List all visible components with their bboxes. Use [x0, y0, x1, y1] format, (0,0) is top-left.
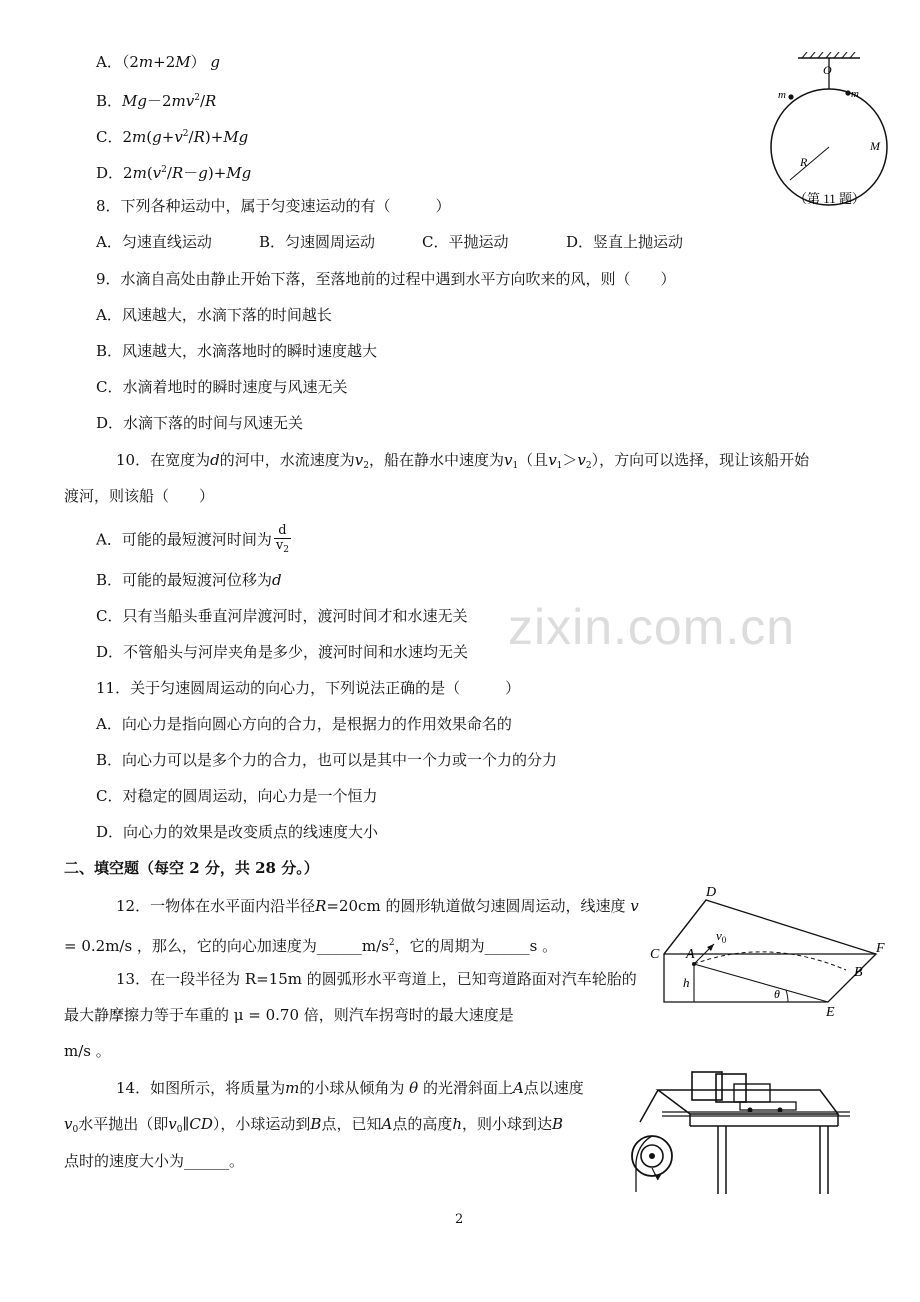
table-leg-back-left	[640, 1090, 658, 1122]
label-a: A	[686, 947, 695, 962]
q8-option-b: B．匀速圆周运动	[259, 233, 376, 251]
q9-option-b: B．风速越大，水滴落地时的瞬时速度越大	[96, 342, 378, 360]
edge-cd	[664, 900, 706, 954]
q12-line2: = 0.2m/s ，那么，它的向心加速度为$\_\_\_\_\_\_m/s^2$，它的周期为______s 。	[64, 937, 558, 955]
bead-left	[788, 94, 793, 99]
q13-line3: m/s 。	[64, 1042, 111, 1060]
q14-line3: 点时的速度大小为______。	[64, 1152, 245, 1170]
q11-option-b: B．向心力可以是多个力的合力，也可以是其中一个力或一个力的分力	[96, 751, 558, 769]
q7-option-b: B．$Mg-2mv^2/R$	[96, 92, 217, 110]
q10-stem: 10．在宽度为d的河中，水流速度为$v_2$，船在静水中速度为$v_1$（且$v_1>v_2$），方向可以选择，现让该船开始	[116, 451, 810, 471]
q10-stem-line2: 渡河，则该船（ ）	[64, 487, 215, 505]
magnet-block-back	[692, 1072, 722, 1100]
label-r: R	[800, 155, 808, 169]
q10-option-b: B．可能的最短渡河位移为d	[96, 571, 282, 589]
q14-line1: 14．如图所示，将质量为m的小球从倾角为 θ 的光滑斜面上A点以速度	[116, 1079, 584, 1097]
q11-stem: 11．关于匀速圆周运动的向心力，下列说法正确的是（ ）	[96, 679, 521, 697]
q9-option-a: A．风速越大，水滴下落的时间越长	[96, 306, 332, 324]
q13-line1: 13．在一段半径为 R=15m 的圆弧形水平弯道上，已知弯道路面对汽车轮胎的	[116, 970, 637, 988]
rotation-arrowhead	[654, 1174, 661, 1180]
q12-line1: 12．一物体在水平面内沿半径R=20cm 的圆形轨道做匀速圆周运动，线速度 v	[116, 897, 639, 915]
point-a-dot	[692, 962, 696, 966]
label-h: h	[683, 975, 690, 990]
slope-line	[694, 964, 828, 1002]
ceiling-hatch	[802, 52, 855, 58]
cart-wheel-2	[778, 1108, 783, 1113]
watermark: zixin.com.cn	[508, 599, 796, 655]
q14-line2: $v_0$水平抛出（即$v_0\parallel CD$），小球运动到B点，已知A点的高度h，则小球到达B	[64, 1115, 564, 1135]
plane-outline	[664, 900, 876, 1002]
label-theta: θ	[774, 987, 780, 1001]
label-v0: $v_0$	[716, 928, 727, 945]
label-m-right: m	[851, 88, 859, 100]
radius-line	[790, 147, 829, 180]
q7-option-a: A．（2m+2M） g	[96, 53, 221, 71]
q8-stem: 8．下列各种运动中，属于匀变速运动的有（ ）	[96, 197, 451, 215]
table-pulley-figure	[630, 1062, 850, 1202]
section-title-fill-in: 二、填空题（每空 2 分，共 28 分。）	[64, 859, 319, 877]
fraction-d-over-v2: $\frac{d}{v_2}$	[275, 523, 289, 555]
bead-right	[845, 90, 850, 95]
cart-wheel-1	[748, 1108, 753, 1113]
inclined-plane-figure	[648, 882, 900, 1020]
label-m-left: m	[778, 89, 786, 101]
label-b: B	[854, 965, 863, 980]
q10-option-c: C．只有当船头垂直河岸渡河时，渡河时间才和水速无关	[96, 607, 468, 625]
q10-option-a: A．可能的最短渡河时间为 $\frac{d}{v_2}$	[96, 523, 289, 555]
q13-line2: 最大静摩擦力等于车重的 μ = 0.70 倍，则汽车拐弯时的最大速度是	[64, 1006, 514, 1024]
q7-option-d: D．$2m(v^2/R-g)+Mg$	[96, 164, 252, 182]
circle-hanging-figure	[760, 52, 900, 210]
q11-option-d: D．向心力的效果是改变质点的线速度大小	[96, 823, 379, 841]
figure-caption: （第 11 题）	[794, 191, 866, 206]
label-e: E	[826, 1005, 835, 1020]
q11-option-a: A．向心力是指向圆心方向的合力，是根据力的作用效果命名的	[96, 715, 512, 733]
q8-option-d: D．竖直上抛运动	[566, 233, 684, 251]
label-f: F	[876, 941, 885, 956]
label-d: D	[706, 885, 717, 900]
q11-option-c: C．对稳定的圆周运动，向心力是一个恒力	[96, 787, 378, 805]
angle-arc	[786, 990, 788, 1002]
page-number: 2	[455, 1212, 464, 1227]
q9-stem: 9．水滴自高处由静止开始下落，至落地前的过程中遇到水平方向吹来的风，则（ ）	[96, 270, 676, 288]
q8-option-a: A．匀速直线运动	[96, 233, 212, 251]
label-c: C	[650, 947, 660, 962]
q8-option-c: C．平抛运动	[422, 233, 509, 251]
label-o: O	[823, 63, 832, 77]
label-mass-ring: M	[870, 139, 880, 153]
cart-body	[734, 1084, 770, 1102]
q7-option-c: C．$2m(g+v^2/R)+Mg$	[96, 128, 249, 146]
q9-option-d: D．水滴下落的时间与风速无关	[96, 414, 304, 432]
pulley-axle	[649, 1153, 655, 1159]
magnet-block	[716, 1074, 746, 1102]
q10-option-d: D．不管船头与河岸夹角是多少，渡河时间和水速均无关	[96, 643, 469, 661]
q9-option-c: C．水滴着地时的瞬时速度与风速无关	[96, 378, 348, 396]
